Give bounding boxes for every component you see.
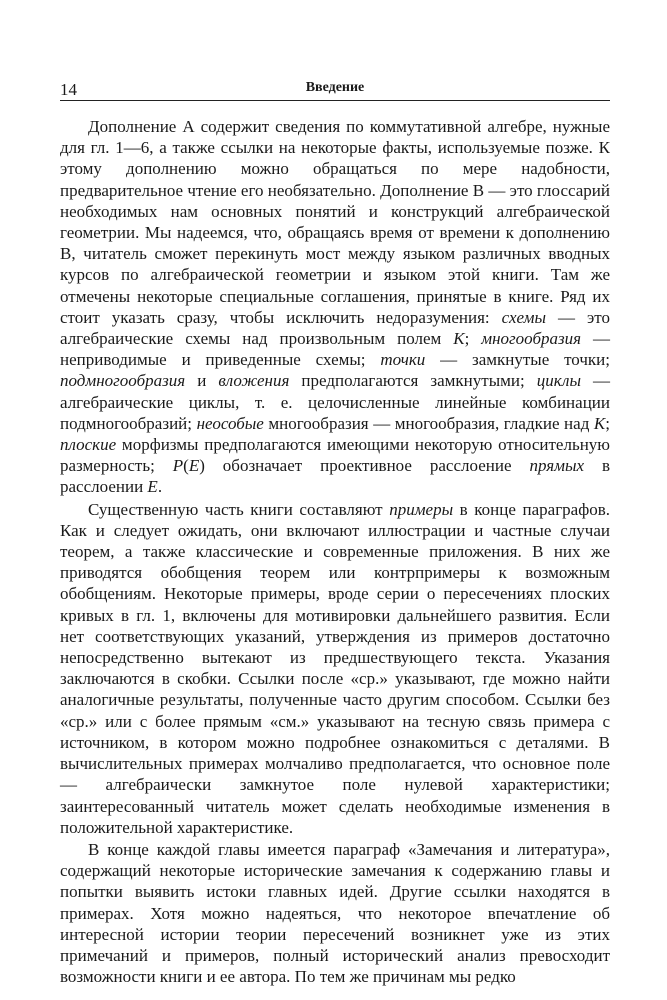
text-run: — алгебраические циклы, т. е. целочисленные линейные комбинации подмногообразий; xyxy=(60,371,610,433)
running-title: Введение xyxy=(305,80,365,95)
italic-term: прямых xyxy=(529,456,585,476)
text-run: Существенную часть книги составляют xyxy=(88,499,390,519)
italic-term: вложения xyxy=(218,371,290,391)
paragraph xyxy=(60,499,610,838)
italic-term: E xyxy=(188,456,200,476)
italic-term: E xyxy=(147,477,158,497)
text-run: многообразия — многообразия, гладкие над xyxy=(263,413,594,433)
text-run: в конце параграфов. Как и следует ожидать, они включают иллюстрации и частные случаи теорем, а также классические и современные приложения. В них же приводятся обобщения теорем или контрпримеры к возможным обобщениям. Некоторые примеры, вроде серии о пересечениях плоских кривых в гл. 1, включены для мотивировки дальнейшего развития. Если нет соответствующих указаний, утверждения из примеров достаточно непосредственно вытекают из предшествующего текста. Указания заключаются в скобки. Ссылки после «ср.» указывают, где можно найти аналогичные результаты, полученные часто другим способом. Ссылки без «ср.» или с более прямым «см.» указывают на тесную связь примера с источником, в котором можно подробнее ознакомиться с деталями. В вычислительных примерах молчаливо предполагается, что основное поле — алгебраически замкнутое поле нулевой характеристики; заинтересованный читатель может сделать необходимые изменения в положительной характеристике. xyxy=(60,499,610,837)
italic-term: многообразия xyxy=(481,329,582,349)
text-run: и xyxy=(185,371,219,391)
italic-term: K xyxy=(453,329,465,349)
italic-term: P xyxy=(172,456,184,476)
text-run: — это алгебраические схемы над произвольным полем xyxy=(60,307,610,349)
page-number: 14 xyxy=(60,80,77,99)
paragraph xyxy=(60,839,610,987)
italic-term: подмногообразия xyxy=(60,371,186,391)
italic-term: K xyxy=(593,413,606,433)
text-run: морфизмы предполагаются имеющими некоторую относительную размерность; xyxy=(60,435,610,476)
text-run: — замкнутые точки; xyxy=(425,350,610,370)
page-header xyxy=(60,80,610,102)
text-run: в расслоении xyxy=(60,456,611,497)
italic-term: неособые xyxy=(196,413,264,433)
text-run: ( xyxy=(183,456,189,476)
text-run: ; xyxy=(464,329,482,349)
paragraph xyxy=(60,116,610,498)
italic-term: схемы xyxy=(501,307,546,327)
text-run: Дополнение А содержит сведения по коммутативной алгебре, нужные для гл. 1—6, а также ссылки на некоторые факты, используемые позже. К этому дополнению можно обращаться по мере надобности, предварительное чтение его необязательно. Дополнение В — это глоссарий необходимых нам основных понятий и конструкций алгебраической геометрии. Мы надеемся, что, обращаясь время от времени к дополнению В, читатель сможет перекинуть мост между языком различных вводных курсов по алгебраической геометрии и языком этой книги. Там же отмечены некоторые специальные соглашения, принятые в книге. Ряд их стоит указать сразу, чтобы исключить недоразумения: xyxy=(60,117,610,327)
text-run: — неприводимые и приведенные схемы; xyxy=(60,329,610,370)
header-rule xyxy=(60,100,610,101)
text-run: . xyxy=(157,477,163,497)
text-run: предполагаются замкнутыми; xyxy=(289,371,537,391)
body-text xyxy=(60,116,610,987)
text-run: ) обозначает проективное расслоение xyxy=(199,456,530,476)
italic-term: циклы xyxy=(536,371,581,391)
italic-term: точки xyxy=(380,350,426,370)
italic-term: плоские xyxy=(60,435,117,455)
text-run: ; xyxy=(605,413,610,433)
text-run: В конце каждой главы имеется параграф «Замечания и литература», содержащий некоторые исторические замечания к содержанию главы и попытки выявить истоки главных идей. Другие ссылки находятся в примерах. Хотя можно надеяться, что некоторое впечатление об интересной истории теории пересечений возникнет уже из этих примечаний и примеров, полный исторический анализ превосходит возможности книги и ее автора. По тем же причинам мы редко xyxy=(60,839,610,987)
italic-term: примеры xyxy=(389,499,454,519)
